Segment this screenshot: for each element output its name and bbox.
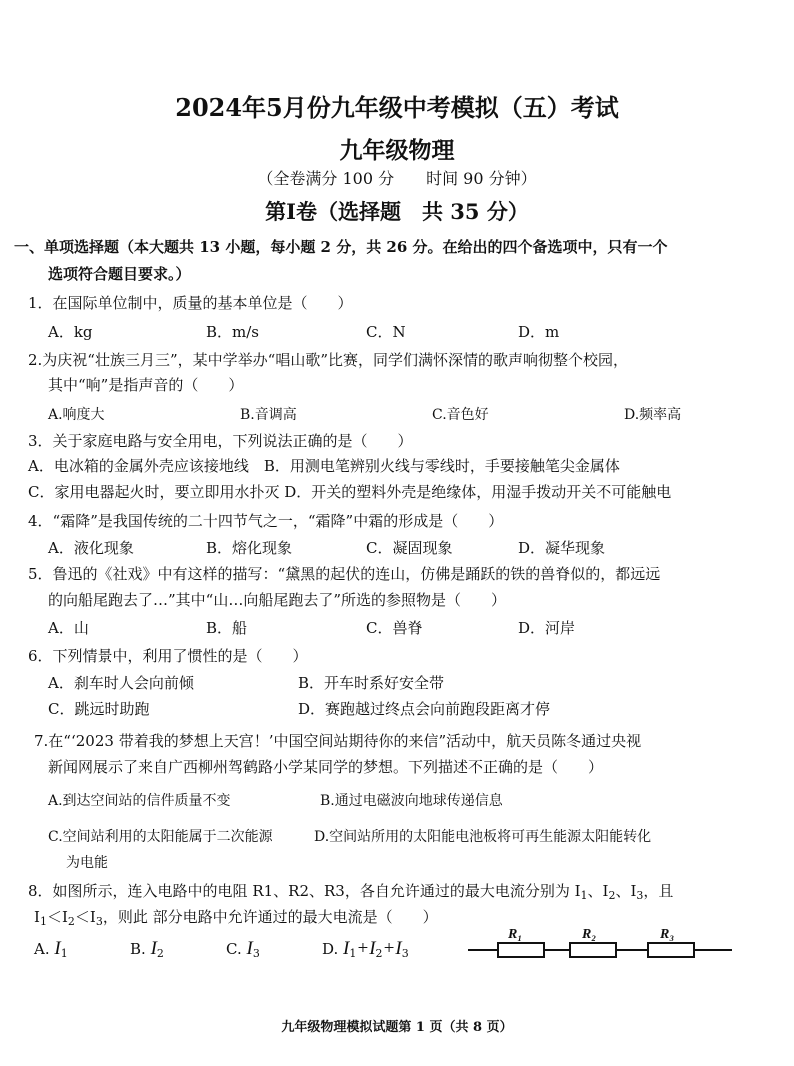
q4-stem: 4．“霜降”是我国传统的二十四节气之一，“霜降”中霜的形成是（ ）: [28, 512, 504, 530]
q1-option-b: B．m/s: [206, 323, 259, 341]
resistor-r1: [498, 943, 544, 957]
q1-option-c: C．N: [366, 323, 406, 341]
q2-option-b: B.音调高: [240, 407, 297, 423]
q3-options-line1: A．电冰箱的金属外壳应该接地线 B．用测电笔辨别火线与零线时，手要接触笔尖金属体: [28, 457, 620, 475]
exam-title: 2024年5月份九年级中考模拟（五）考试: [175, 93, 619, 122]
q5-option-d: D．河岸: [518, 619, 576, 637]
q4-option-c: C．凝固现象: [366, 539, 453, 557]
q5-stem-line1: 5．鲁迅的《社戏》中有这样的描写：“黛黑的起伏的连山，仿佛是踊跃的铁的兽脊似的，都远远: [28, 565, 661, 583]
q5-option-c: C．兽脊: [366, 619, 423, 637]
q3-options-line2: C．家用电器起火时，要立即用水扑灭 D．开关的塑料外壳是绝缘体，用湿手拨动开关不可能触电: [28, 483, 672, 501]
page-footer: 九年级物理模拟试题第 1 页（共 8 页）: [281, 1020, 513, 1035]
q7-stem-line1: 7.在“‘2023 带着我的梦想上天宫！’中国空间站期待你的来信”活动中，航天员陈冬通过央视: [34, 732, 642, 750]
q5-option-a: A．山: [48, 619, 89, 637]
q1-option-a: A．kg: [48, 323, 93, 341]
q7-option-d-line1: D.空间站所用的太阳能电池板将可再生能源太阳能转化: [314, 829, 652, 845]
q7-option-d-line2: 为电能: [66, 855, 108, 871]
q8-option-a: A. $I_1$: [34, 938, 68, 960]
exam-meta: （全卷满分 100 分 时间 90 分钟）: [257, 169, 537, 188]
q2-stem-line2: 其中“响”是指声音的（ ）: [48, 376, 244, 394]
q7-option-b: B.通过电磁波向地球传递信息: [320, 793, 503, 809]
q1-option-d: D．m: [518, 323, 560, 341]
volume-title: 第Ⅰ卷（选择题 共 35 分）: [265, 199, 529, 224]
q8-stem-line1: 8．如图所示，连入电路中的电阻 R1、R2、R3，各自允许通过的最大电流分别为 $I_1$、$I_2$、$I_3$，且: [28, 882, 674, 902]
q8-option-c: C. $I_3$: [226, 938, 260, 960]
q4-option-b: B．熔化现象: [206, 539, 293, 557]
resistor-r3: [648, 943, 694, 957]
section-heading-line1: 一、单项选择题（本大题共 13 小题，每小题 2 分，共 26 分。在给出的四个备选项中，只有一个: [14, 238, 668, 256]
subject-title: 九年级物理: [339, 137, 455, 164]
resistor-r2: [570, 943, 616, 957]
q8-option-b: B. $I_2$: [130, 938, 164, 960]
q8-option-d: D. $I_1+I_2+I_3$: [322, 938, 409, 960]
q2-option-c: C.音色好: [432, 407, 489, 423]
q3-stem: 3．关于家庭电路与安全用电，下列说法正确的是（ ）: [28, 432, 413, 450]
q7-option-a: A.到达空间站的信件质量不变: [48, 793, 231, 809]
q7-stem-line2: 新闻网展示了来自广西柳州驾鹤路小学某同学的梦想。下列描述不正确的是（ ）: [48, 758, 604, 776]
section-heading-line2: 选项符合题目要求。）: [48, 265, 191, 283]
q1-stem: 1．在国际单位制中，质量的基本单位是（ ）: [28, 294, 353, 312]
resistor-circuit-diagram: [466, 922, 736, 968]
q6-option-c: C．跳远时助跑: [48, 700, 150, 718]
q6-option-a: A．刹车时人会向前倾: [48, 674, 194, 692]
label-r2: R₂: [582, 927, 597, 942]
q6-stem: 6．下列情景中，利用了惯性的是（ ）: [28, 647, 308, 665]
q6-option-b: B．开车时系好安全带: [298, 674, 445, 692]
q5-stem-line2: 的向船尾跑去了…”其中“山…向船尾跑去了”所选的参照物是（ ）: [48, 591, 507, 609]
q4-option-d: D．凝华现象: [518, 539, 606, 557]
label-r3: R₃: [660, 927, 675, 942]
q7-option-c: C.空间站利用的太阳能属于二次能源: [48, 829, 273, 845]
q4-option-a: A．液化现象: [48, 539, 134, 557]
q6-option-d: D．赛跑越过终点会向前跑段距离才停: [298, 700, 551, 718]
label-r1: R₁: [508, 927, 523, 942]
q8-stem-line2: $I_1<I_2<I_3$，则此 部分电路中允许通过的最大电流是（ ）: [34, 908, 438, 928]
q2-stem-line1: 2.为庆祝“壮族三月三”，某中学举办“唱山歌”比赛，同学们满怀深情的歌声响彻整个校园，: [28, 351, 628, 369]
q2-option-a: A.响度大: [48, 407, 105, 423]
q2-option-d: D.频率高: [624, 407, 682, 423]
q5-option-b: B．船: [206, 619, 248, 637]
